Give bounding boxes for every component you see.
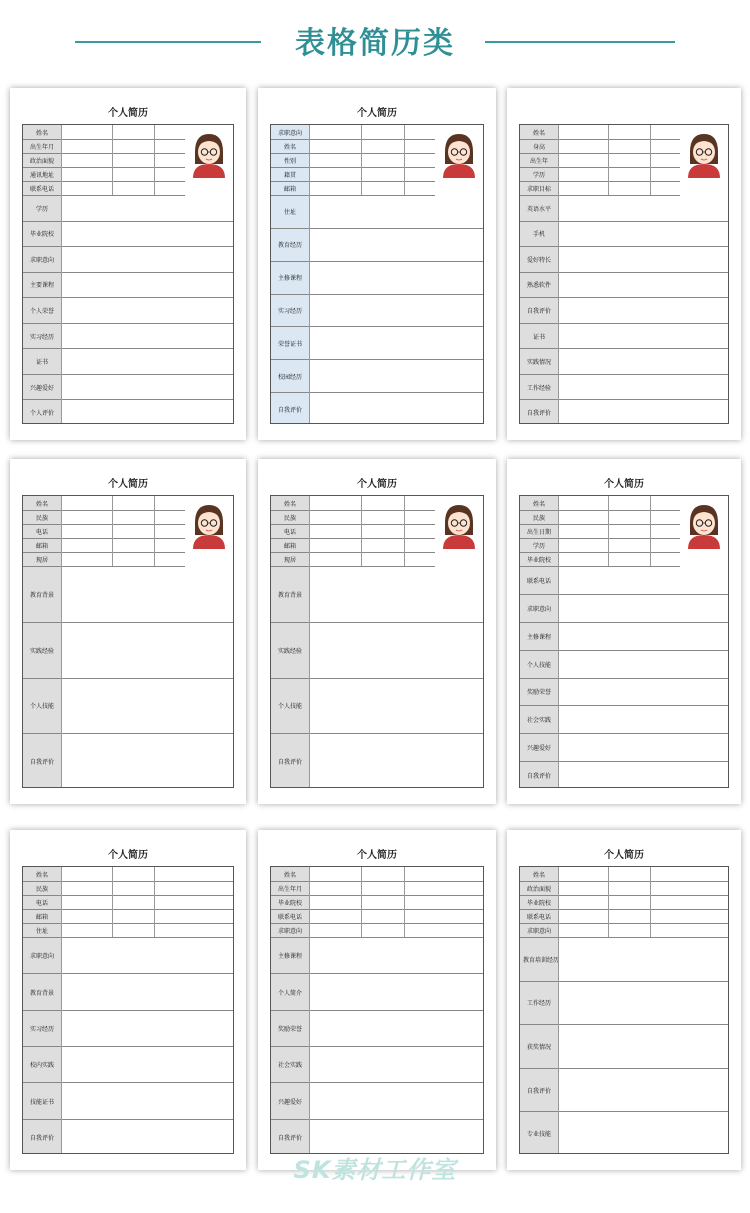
table-row-line — [520, 622, 728, 623]
table-column-line — [608, 125, 609, 195]
table-row-line — [23, 552, 185, 553]
field-label: 姓名 — [532, 501, 545, 508]
field-label: 电话 — [35, 900, 48, 907]
field-label: 实习经历 — [29, 1025, 54, 1033]
field-label: 姓名 — [35, 501, 48, 508]
field-label: 社会实践 — [526, 717, 551, 725]
field-label: 邮箱 — [35, 914, 48, 921]
table-row-line — [23, 937, 233, 938]
field-label: 姓名 — [532, 130, 545, 137]
field-label: 自我评价 — [526, 1087, 551, 1095]
table-row-line — [520, 909, 728, 910]
field-label: 姓名 — [283, 872, 296, 879]
field-label: 姓名 — [35, 872, 48, 879]
resume-table — [519, 866, 729, 1154]
avatar-photo — [189, 501, 229, 551]
avatar-photo — [684, 130, 724, 180]
table-row-line — [23, 167, 185, 168]
field-label: 专业技能 — [526, 1131, 551, 1139]
field-label: 主修课程 — [277, 953, 302, 961]
table-row-line — [271, 733, 483, 734]
field-label: 求职意向 — [277, 928, 302, 935]
field-label: 姓名 — [532, 872, 545, 879]
table-column-line — [558, 867, 559, 1153]
table-column-line — [154, 125, 155, 195]
table-row-line — [520, 272, 728, 273]
table-row-line — [23, 1010, 233, 1011]
table-column-line — [154, 496, 155, 566]
resume-title: 个人简历 — [604, 850, 644, 861]
resume-table — [270, 866, 484, 1154]
table-row-line — [23, 678, 233, 679]
field-label: 教育背景 — [29, 591, 54, 599]
table-row-line — [520, 594, 728, 595]
table-row-line — [271, 1119, 483, 1120]
table-row-line — [271, 524, 435, 525]
table-row-line — [271, 1046, 483, 1047]
table-column-line — [309, 867, 310, 1153]
table-row-line — [520, 297, 728, 298]
field-label: 联系电话 — [526, 914, 551, 921]
resume-card-2[interactable] — [258, 88, 496, 440]
resume-title: 个人简历 — [357, 108, 397, 119]
table-row-line — [271, 895, 483, 896]
field-label: 实习经历 — [29, 333, 54, 341]
table-row-line — [271, 510, 435, 511]
field-label: 英语水平 — [526, 205, 551, 213]
field-label: 通讯地址 — [29, 172, 54, 179]
table-row-line — [271, 552, 435, 553]
field-label: 自我评价 — [526, 410, 551, 418]
table-row-line — [271, 937, 483, 938]
table-row-line — [23, 973, 233, 974]
field-label: 民族 — [35, 515, 48, 522]
table-row-line — [23, 246, 233, 247]
field-label: 出生年 — [529, 158, 548, 165]
field-label: 住址 — [283, 209, 296, 217]
table-row-line — [271, 1010, 483, 1011]
table-row-line — [520, 524, 680, 525]
resume-title: 个人简历 — [108, 479, 148, 490]
field-label: 个人技能 — [277, 703, 302, 711]
table-row-line — [520, 374, 728, 375]
table-column-line — [361, 867, 362, 937]
field-label: 学历 — [35, 205, 48, 213]
resume-card-7[interactable] — [10, 830, 246, 1170]
table-row-line — [271, 678, 483, 679]
field-label: 教育背景 — [277, 591, 302, 599]
table-column-line — [309, 125, 310, 423]
field-label: 出生年月 — [29, 144, 54, 151]
table-row-line — [520, 881, 728, 882]
resume-title: 个人简历 — [604, 479, 644, 490]
field-label: 自我评价 — [29, 1134, 54, 1142]
field-label: 奖励荣誉 — [526, 689, 551, 697]
table-row-line — [520, 1068, 728, 1069]
field-label: 实践经验 — [277, 647, 302, 655]
table-row-line — [23, 881, 233, 882]
table-row-line — [23, 1119, 233, 1120]
table-row-line — [520, 1024, 728, 1025]
table-row-line — [271, 392, 483, 393]
resume-table — [22, 866, 234, 1154]
table-row-line — [23, 195, 185, 196]
field-label: 个人技能 — [526, 661, 551, 669]
field-label: 邮箱 — [283, 186, 296, 193]
field-label: 现居 — [35, 557, 48, 564]
table-row-line — [520, 733, 728, 734]
field-label: 自我评价 — [277, 759, 302, 767]
table-row-line — [23, 374, 233, 375]
table-row-line — [271, 909, 483, 910]
table-row-line — [23, 272, 233, 273]
table-column-line — [608, 496, 609, 566]
field-label: 教育背景 — [29, 989, 54, 997]
resume-card-6[interactable] — [507, 459, 741, 804]
avatar-photo — [684, 501, 724, 551]
table-row-line — [23, 221, 233, 222]
field-label: 自我评价 — [29, 759, 54, 767]
field-label: 性别 — [283, 158, 296, 165]
table-row-line — [271, 294, 483, 295]
field-label: 毕业院校 — [29, 231, 54, 239]
table-row-line — [271, 923, 483, 924]
field-label: 实践经验 — [29, 647, 54, 655]
field-label: 技能证书 — [29, 1098, 54, 1106]
field-label: 出生年月 — [277, 886, 302, 893]
watermark-logo: SK素材工作室 — [293, 1156, 457, 1184]
field-label: 证书 — [35, 359, 48, 367]
field-label: 出生日期 — [526, 529, 551, 536]
field-label: 电话 — [35, 529, 48, 536]
field-label: 兴趣爱好 — [29, 384, 54, 392]
field-label: 求职意向 — [29, 256, 54, 264]
table-row-line — [520, 139, 680, 140]
resume-title: 个人简历 — [357, 479, 397, 490]
table-column-line — [154, 867, 155, 937]
resume-card-5[interactable] — [258, 459, 496, 804]
resume-card-8[interactable] — [258, 830, 496, 1170]
table-column-line — [112, 496, 113, 566]
field-label: 社会实践 — [277, 1062, 302, 1070]
resume-card-4[interactable] — [10, 459, 246, 804]
table-row-line — [520, 705, 728, 706]
field-label: 校内实践 — [29, 1062, 54, 1070]
table-row-line — [520, 552, 680, 553]
field-label: 自我评价 — [277, 406, 302, 414]
table-column-line — [112, 867, 113, 937]
field-label: 姓名 — [35, 130, 48, 137]
field-label: 住址 — [35, 928, 48, 935]
field-label: 求职意向 — [29, 953, 54, 961]
table-column-line — [558, 125, 559, 423]
field-label: 工作经历 — [526, 1000, 551, 1008]
field-label: 主修课程 — [526, 633, 551, 641]
field-label: 学历 — [532, 172, 545, 179]
table-row-line — [23, 323, 233, 324]
table-row-line — [520, 566, 680, 567]
table-column-line — [404, 125, 405, 195]
table-row-line — [23, 733, 233, 734]
table-row-line — [23, 524, 185, 525]
table-column-line — [404, 496, 405, 566]
field-label: 学历 — [532, 543, 545, 550]
page-title: 表格简历类 — [295, 26, 455, 61]
table-row-line — [271, 153, 435, 154]
field-label: 籍贯 — [283, 172, 296, 179]
table-row-line — [23, 538, 185, 539]
table-row-line — [520, 678, 728, 679]
field-label: 求职目标 — [526, 186, 551, 193]
field-label: 联系电话 — [29, 186, 54, 193]
field-label: 毕业院校 — [526, 900, 551, 907]
table-row-line — [271, 973, 483, 974]
table-row-line — [520, 181, 680, 182]
resume-title: 个人简历 — [108, 850, 148, 861]
field-label: 兴趣爱好 — [526, 745, 551, 753]
table-row-line — [520, 246, 728, 247]
table-row-line — [520, 221, 728, 222]
table-row-line — [271, 228, 483, 229]
header-right-rule — [485, 41, 675, 43]
resume-card-1[interactable] — [10, 88, 246, 440]
label-column-shade — [271, 496, 309, 787]
table-row-line — [271, 566, 435, 567]
resume-card-3[interactable] — [507, 88, 741, 440]
field-label: 手机 — [532, 231, 545, 239]
table-row-line — [23, 622, 233, 623]
table-row-line — [520, 981, 728, 982]
table-row-line — [23, 923, 233, 924]
table-column-line — [608, 867, 609, 937]
avatar-photo — [189, 130, 229, 180]
field-label: 姓名 — [283, 501, 296, 508]
field-label: 联系电话 — [526, 577, 551, 585]
table-row-line — [23, 348, 233, 349]
table-row-line — [271, 881, 483, 882]
table-column-line — [404, 867, 405, 937]
table-row-line — [271, 359, 483, 360]
field-label: 联系电话 — [277, 914, 302, 921]
resume-card-9[interactable] — [507, 830, 741, 1170]
field-label: 个人简介 — [277, 989, 302, 997]
field-label: 工作经验 — [526, 384, 551, 392]
table-column-line — [361, 125, 362, 195]
field-label: 自我评价 — [526, 308, 551, 315]
field-label: 求职意向 — [526, 928, 551, 935]
table-column-line — [309, 496, 310, 787]
field-label: 主要课程 — [29, 282, 54, 290]
table-row-line — [271, 261, 483, 262]
field-label: 现居 — [283, 557, 296, 564]
table-row-line — [520, 650, 728, 651]
field-label: 电话 — [283, 529, 296, 536]
table-column-line — [650, 496, 651, 566]
page-header — [0, 0, 750, 82]
table-row-line — [520, 399, 728, 400]
table-row-line — [23, 399, 233, 400]
field-label: 姓名 — [283, 144, 296, 151]
avatar-photo — [439, 130, 479, 180]
table-row-line — [520, 153, 680, 154]
resume-title: 个人简历 — [357, 850, 397, 861]
table-row-line — [520, 761, 728, 762]
table-column-line — [112, 125, 113, 195]
table-row-line — [23, 1082, 233, 1083]
field-label: 荣誉证书 — [277, 340, 302, 348]
table-row-line — [520, 937, 728, 938]
field-label: 奖励荣誉 — [277, 1025, 302, 1033]
table-row-line — [520, 538, 680, 539]
field-label: 求职意向 — [277, 130, 302, 137]
field-label: 政治面貌 — [526, 886, 551, 893]
field-label: 邮箱 — [35, 543, 48, 550]
field-label: 身高 — [532, 144, 545, 151]
resume-title: 个人简历 — [108, 108, 148, 119]
field-label: 政治面貌 — [29, 158, 54, 165]
table-row-line — [271, 139, 435, 140]
table-row-line — [520, 167, 680, 168]
table-row-line — [520, 1111, 728, 1112]
table-row-line — [23, 909, 233, 910]
table-row-line — [271, 167, 435, 168]
table-row-line — [520, 348, 728, 349]
field-label: 实习经历 — [277, 308, 302, 315]
field-label: 兴趣爱好 — [277, 1098, 302, 1106]
avatar-photo — [439, 501, 479, 551]
table-row-line — [520, 923, 728, 924]
field-label: 邮箱 — [283, 543, 296, 550]
field-label: 个人荣誉 — [29, 308, 54, 315]
table-column-line — [61, 496, 62, 787]
field-label: 个人评价 — [29, 410, 54, 418]
table-row-line — [520, 510, 680, 511]
table-row-line — [271, 1082, 483, 1083]
table-row-line — [520, 895, 728, 896]
field-label: 自我评价 — [526, 773, 551, 781]
table-row-line — [23, 297, 233, 298]
field-label: 民族 — [283, 515, 296, 522]
table-row-line — [271, 326, 483, 327]
field-label: 个人技能 — [29, 703, 54, 711]
table-row-line — [23, 139, 185, 140]
field-label: 求职意向 — [526, 605, 551, 613]
table-row-line — [23, 153, 185, 154]
table-column-line — [650, 867, 651, 937]
table-row-line — [271, 538, 435, 539]
field-label: 校园经历 — [277, 373, 302, 381]
field-label: 民族 — [35, 886, 48, 893]
table-row-line — [23, 181, 185, 182]
table-column-line — [61, 867, 62, 1153]
table-row-line — [23, 895, 233, 896]
table-row-line — [520, 195, 680, 196]
table-row-line — [271, 181, 435, 182]
table-row-line — [23, 566, 185, 567]
table-column-line — [61, 125, 62, 423]
field-label: 证书 — [532, 333, 545, 341]
field-label: 民族 — [532, 515, 545, 522]
field-label: 自我评价 — [277, 1134, 302, 1142]
field-label: 实践情况 — [526, 359, 551, 367]
field-label: 教育培训经历 — [523, 956, 560, 964]
field-label: 毕业院校 — [526, 557, 551, 564]
field-label: 熟悉软件 — [526, 282, 551, 290]
table-row-line — [271, 195, 435, 196]
table-column-line — [361, 496, 362, 566]
table-column-line — [650, 125, 651, 195]
field-label: 获奖情况 — [526, 1044, 551, 1051]
field-label: 毕业院校 — [277, 900, 302, 907]
field-label: 爱好特长 — [526, 256, 551, 264]
field-label: 教育经历 — [277, 242, 302, 250]
table-column-line — [558, 496, 559, 787]
table-row-line — [23, 1046, 233, 1047]
table-row-line — [520, 323, 728, 324]
table-row-line — [23, 510, 185, 511]
table-row-line — [271, 622, 483, 623]
field-label: 主修课程 — [277, 275, 302, 283]
label-column-shade — [23, 496, 61, 787]
